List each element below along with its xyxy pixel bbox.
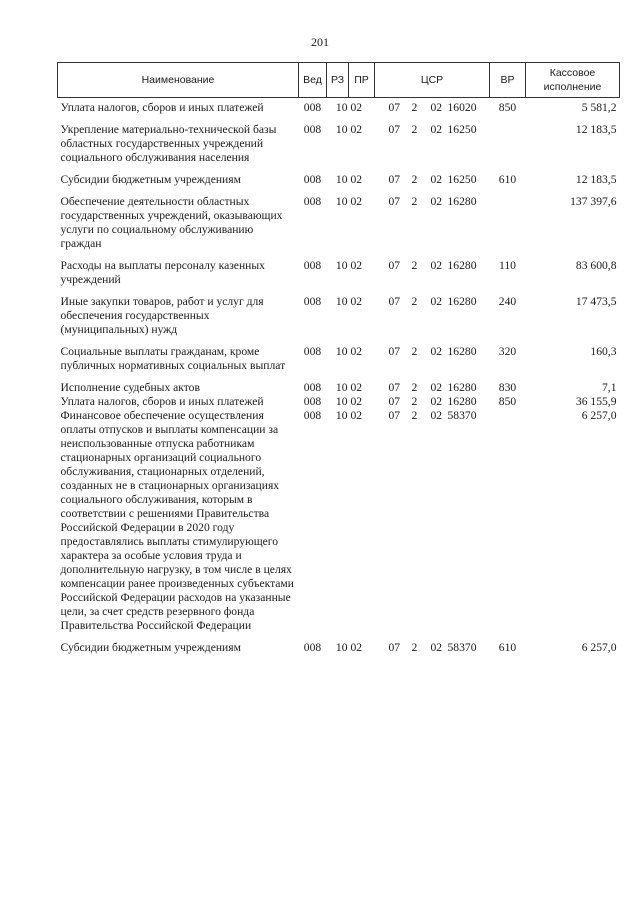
row-name: Исполнение судебных актов (60, 381, 200, 394)
row-csr (375, 295, 490, 345)
page-number: 201 (311, 35, 329, 49)
csr-part: 07 (388, 101, 401, 114)
row-vr: 850 (498, 395, 517, 408)
table-row (58, 381, 620, 395)
row-rz: 10 (335, 395, 348, 408)
row-pr: 02 (350, 195, 363, 208)
table-header-row (58, 63, 620, 98)
csr-part: 02 (430, 395, 443, 408)
row-amount: 6 257,0 (581, 641, 617, 654)
row-rz: 10 (335, 259, 348, 272)
row-vr: 610 (498, 641, 517, 654)
csr-part: 07 (388, 345, 401, 358)
csr-part: 07 (388, 195, 401, 208)
row-rz: 10 (335, 295, 348, 308)
table-row (58, 409, 620, 641)
row-csr (375, 409, 490, 641)
csr-code (375, 381, 490, 395)
row-name: Расходы на выплаты персоналу казенных учреждений (60, 259, 265, 286)
table-row (58, 98, 620, 124)
row-amount: 6 257,0 (581, 409, 617, 422)
csr-part: 16280 (447, 345, 477, 358)
row-ved: 008 (303, 395, 322, 408)
row-amount: 83 600,8 (575, 259, 617, 272)
csr-part: 16280 (447, 295, 477, 308)
row-rz: 10 (335, 409, 348, 422)
csr-code (375, 195, 490, 209)
row-rz: 10 (335, 101, 348, 114)
csr-part: 02 (430, 173, 443, 186)
csr-part: 07 (388, 395, 401, 408)
row-amount: 12 183,5 (575, 173, 617, 186)
csr-part: 2 (411, 641, 418, 654)
header-ved: Вед (299, 63, 327, 98)
csr-part: 02 (430, 123, 443, 136)
csr-code (375, 641, 490, 655)
row-csr (375, 195, 490, 259)
row-name: Иные закупки товаров, работ и услуг для обеспечения государственных (муниципальных) нужд (60, 295, 264, 336)
table-row (58, 641, 620, 655)
csr-part: 02 (430, 381, 443, 394)
csr-part: 2 (411, 195, 418, 208)
row-vr (490, 409, 526, 641)
csr-part: 02 (430, 195, 443, 208)
csr-code (375, 409, 490, 423)
row-vr: 610 (498, 173, 517, 186)
row-amount: 36 155,9 (575, 395, 617, 408)
row-name: Уплата налогов, сборов и иных платежей (60, 101, 264, 114)
header-pr: ПР (349, 63, 375, 98)
table-row (58, 295, 620, 345)
csr-part: 16280 (447, 381, 477, 394)
csr-part: 2 (411, 409, 418, 422)
row-amount: 17 473,5 (575, 295, 617, 308)
csr-part: 07 (388, 409, 401, 422)
row-pr: 02 (350, 395, 363, 408)
row-ved: 008 (303, 123, 322, 136)
row-ved: 008 (303, 173, 322, 186)
row-vr: 850 (498, 101, 517, 114)
row-rz: 10 (335, 123, 348, 136)
csr-part: 07 (388, 295, 401, 308)
row-rz: 10 (335, 381, 348, 394)
header-vr: ВР (490, 63, 526, 98)
csr-part: 2 (411, 381, 418, 394)
csr-part: 02 (430, 101, 443, 114)
row-pr: 02 (350, 345, 363, 358)
table-row (58, 123, 620, 173)
csr-part: 07 (388, 381, 401, 394)
row-csr (375, 123, 490, 173)
csr-part: 2 (411, 173, 418, 186)
row-pr: 02 (350, 259, 363, 272)
csr-code (375, 295, 490, 309)
row-vr: 830 (498, 381, 517, 394)
row-vr: 110 (499, 259, 516, 272)
row-name: Социальные выплаты гражданам, кроме публичных нормативных социальных выплат (60, 345, 286, 372)
csr-part: 02 (430, 345, 443, 358)
csr-part: 16020 (447, 101, 477, 114)
table-row (58, 395, 620, 409)
csr-part: 07 (388, 173, 401, 186)
row-vr (490, 123, 526, 173)
table-row (58, 195, 620, 259)
row-csr (375, 641, 490, 655)
row-csr (375, 259, 490, 295)
csr-code (375, 123, 490, 137)
table-row (58, 173, 620, 195)
row-csr (375, 345, 490, 381)
row-csr (375, 98, 490, 124)
csr-part: 58370 (447, 409, 477, 422)
csr-part: 02 (430, 409, 443, 422)
table-body (58, 98, 620, 656)
row-name: Субсидии бюджетным учреждениям (60, 173, 241, 186)
row-csr (375, 173, 490, 195)
row-amount: 5 581,2 (581, 101, 617, 114)
header-csr: ЦСР (375, 63, 490, 98)
row-ved: 008 (303, 195, 322, 208)
csr-part: 16250 (447, 173, 477, 186)
row-rz: 10 (335, 641, 348, 654)
csr-part: 07 (388, 123, 401, 136)
csr-part: 02 (430, 295, 443, 308)
row-name: Финансовое обеспечение осуществления оплаты отпусков и выплаты компенсации за неиспользованные отпуска работникам стационарных организаций социального обслуживания, стационарных отделений, созданных не в стационарных организациях социального обслуживания, которым в соответствии с решениями Правительства Российской Федерации в 2020 году предоставлялись выплаты стимулирующего характера за особые условия труда и дополнительную нагрузку, в том числе в целях компенсации ранее произведенных субъектами Российской Федерации расходов на указанные цели, за счет средств резервного фонда Правительства Российской Федерации (60, 409, 294, 632)
csr-code (375, 345, 490, 359)
row-pr: 02 (350, 295, 363, 308)
row-amount: 12 183,5 (575, 123, 617, 136)
csr-part: 2 (411, 259, 418, 272)
row-name: Субсидии бюджетным учреждениям (60, 641, 241, 654)
csr-code (375, 101, 490, 115)
row-pr: 02 (350, 173, 363, 186)
row-ved: 008 (303, 409, 322, 422)
row-name: Укрепление материально-технической базы областных государственных учреждений социального обслуживания населения (60, 123, 277, 164)
table-row (58, 259, 620, 295)
row-vr (490, 195, 526, 259)
row-rz: 10 (335, 173, 348, 186)
csr-part: 58370 (447, 641, 477, 654)
row-pr: 02 (350, 101, 363, 114)
csr-part: 2 (411, 395, 418, 408)
csr-part: 2 (411, 295, 418, 308)
row-rz: 10 (335, 195, 348, 208)
row-pr: 02 (350, 381, 363, 394)
csr-part: 2 (411, 123, 418, 136)
csr-part: 02 (430, 641, 443, 654)
budget-execution-table (57, 62, 620, 655)
row-amount: 7,1 (602, 381, 617, 394)
row-ved: 008 (303, 101, 322, 114)
row-ved: 008 (303, 345, 322, 358)
header-rz: РЗ (327, 63, 349, 98)
csr-part: 07 (388, 641, 401, 654)
csr-code (375, 173, 490, 187)
row-csr (375, 381, 490, 395)
header-name: Наименование (58, 63, 299, 98)
csr-part: 2 (411, 101, 418, 114)
csr-part: 02 (430, 259, 443, 272)
row-ved: 008 (303, 381, 322, 394)
row-csr (375, 395, 490, 409)
row-ved: 008 (303, 295, 322, 308)
csr-part: 16280 (447, 195, 477, 208)
row-pr: 02 (350, 641, 363, 654)
row-vr: 240 (498, 295, 517, 308)
csr-code (375, 395, 490, 409)
table-row (58, 345, 620, 381)
row-pr: 02 (350, 123, 363, 136)
header-amount: Кассовое исполнение (526, 63, 620, 98)
csr-code (375, 259, 490, 273)
row-vr: 320 (498, 345, 517, 358)
row-pr: 02 (350, 409, 363, 422)
row-name: Обеспечение деятельности областных государственных учреждений, оказывающих услуги по социальному обслуживанию граждан (60, 195, 283, 250)
row-ved: 008 (303, 259, 322, 272)
row-amount: 137 397,6 (570, 195, 617, 208)
csr-part: 16280 (447, 259, 477, 272)
row-ved: 008 (303, 641, 322, 654)
row-rz: 10 (335, 345, 348, 358)
row-amount: 160,3 (590, 345, 617, 358)
csr-part: 07 (388, 259, 401, 272)
row-name: Уплата налогов, сборов и иных платежей (60, 395, 264, 408)
csr-part: 16280 (447, 395, 477, 408)
csr-part: 2 (411, 345, 418, 358)
csr-part: 16250 (447, 123, 477, 136)
